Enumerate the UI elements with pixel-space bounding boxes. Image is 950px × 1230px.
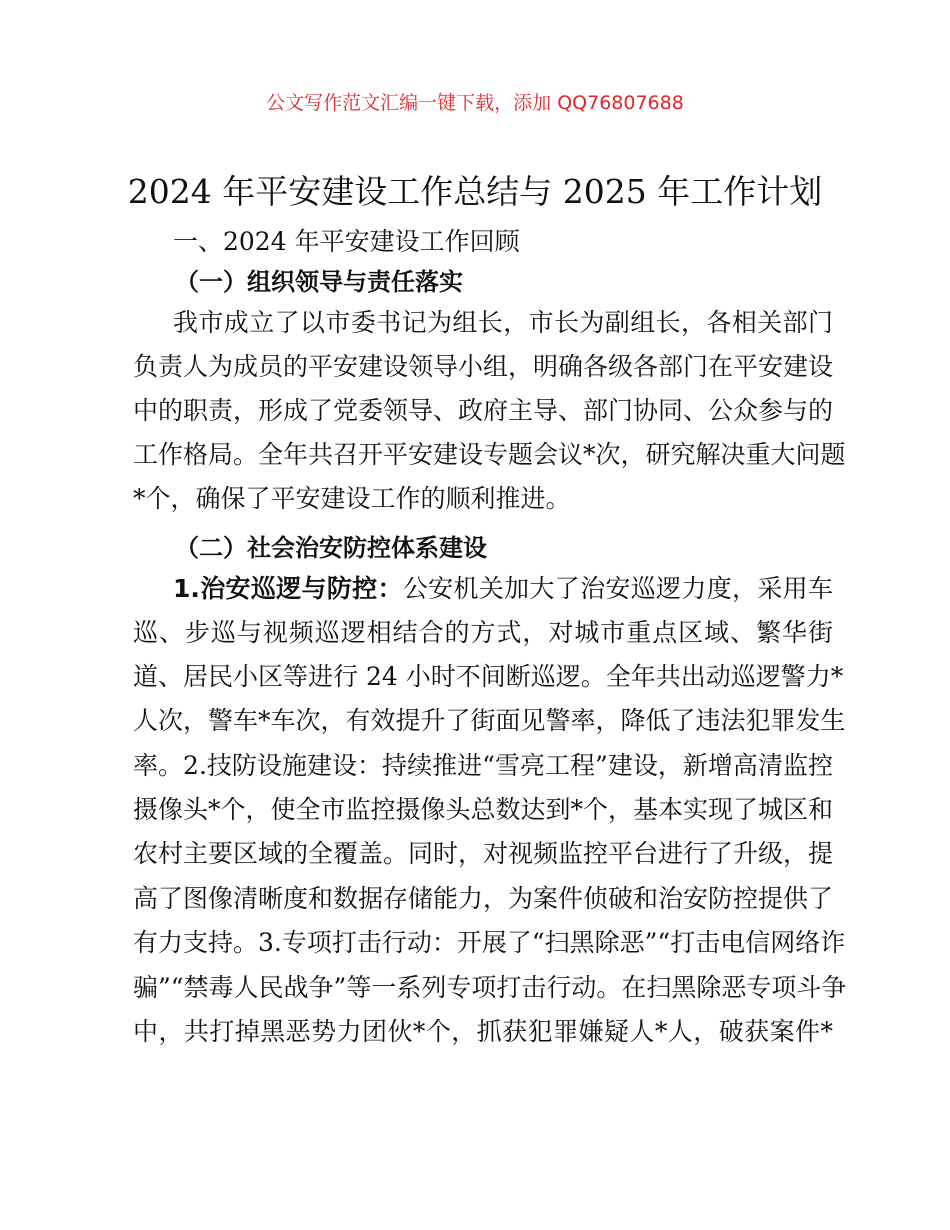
paragraph-line: 我市成立了以市委书记为组长，市长为副组长，各相关部门: [173, 308, 833, 337]
paragraph-line: *个，确保了平安建设工作的顺利推进。: [133, 484, 571, 513]
paragraph-line: 巡、步巡与视频巡逻相结合的方式，对城市重点区域、繁华街: [133, 618, 833, 647]
paragraph-line: 有力支持。3.专项打击行动：开展了“扫黑除恶”“打击电信网络诈: [133, 928, 846, 957]
paragraph-text: 公安机关加大了治安巡逻力度，采用车: [402, 574, 833, 603]
paragraph-line: [173, 572, 833, 606]
document-title: 2024 年平安建设工作总结与 2025 年工作计划: [127, 172, 823, 211]
bold-lead: 1.治安巡逻与防控：: [173, 574, 403, 603]
paragraph-line: 中的职责，形成了党委领导、政府主导、部门协同、公众参与的: [133, 396, 834, 425]
paragraph-line: 率。2.技防设施建设：持续推进“雪亮工程”建设，新增高清监控: [133, 751, 833, 780]
section-heading: 一、2024 年平安建设工作回顾: [173, 227, 520, 256]
paragraph-line: 工作格局。全年共召开平安建设专题会议*次，研究解决重大问题: [133, 440, 846, 469]
paragraph-line: 人次，警车*车次，有效提升了街面见警率，降低了违法犯罪发生: [133, 706, 846, 735]
paragraph-line: 道、居民小区等进行 24 小时不间断巡逻。全年共出动巡逻警力*: [133, 662, 844, 691]
paragraph-line: 负责人为成员的平安建设领导小组，明确各级各部门在平安建设: [133, 352, 834, 381]
subsection-heading-2: （二）社会治安防控体系建设: [175, 534, 487, 562]
paragraph-line: 摄像头*个，使全市监控摄像头总数达到*个，基本实现了城区和: [133, 795, 834, 824]
paragraph-line: 中，共打掉黑恶势力团伙*个，抓获犯罪嫌疑人*人，破获案件*: [133, 1017, 833, 1046]
paragraph-line: 高了图像清晰度和数据存储能力，为案件侦破和治安防控提供了: [133, 884, 834, 913]
paragraph-line: 农村主要区域的全覆盖。同时，对视频监控平台进行了升级，提: [133, 839, 834, 868]
paragraph-line: 骗”“禁毒人民战争”等一系列专项打击行动。在扫黑除恶专项斗争: [133, 973, 847, 1002]
watermark-text: 公文写作范文汇编一键下载，添加 QQ76807688: [266, 92, 684, 114]
subsection-heading-1: （一）组织领导与责任落实: [175, 268, 463, 296]
